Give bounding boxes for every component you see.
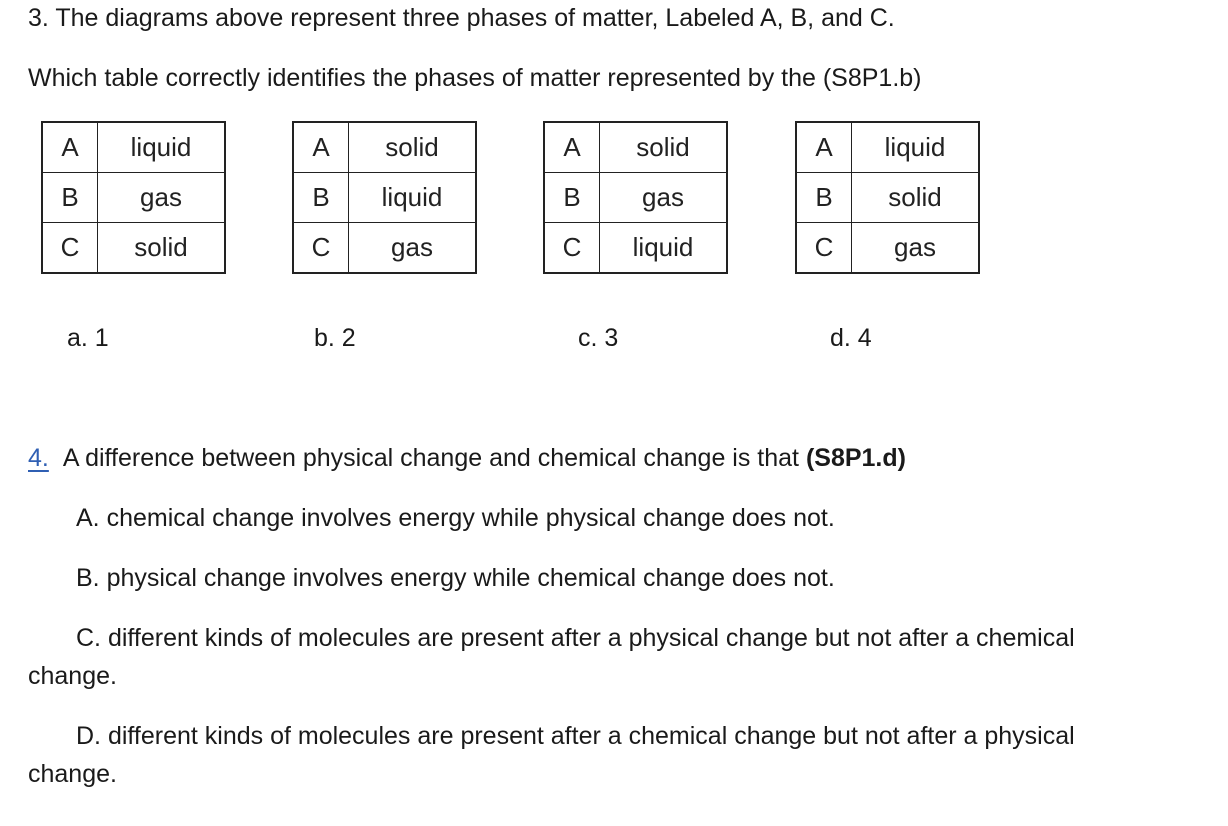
answer-b: B. physical change involves energy while chemical change does not. (76, 564, 835, 592)
table-row (796, 173, 979, 223)
phase-value: liquid (349, 173, 477, 223)
phase-value: solid (349, 122, 477, 173)
answer-a: A. chemical change involves energy while physical change does not. (76, 504, 835, 532)
table-row (42, 173, 225, 223)
option-c: c. 3 (578, 324, 619, 352)
phase-value: solid (98, 223, 226, 274)
phase-label: C (293, 223, 349, 274)
table-row (293, 122, 476, 173)
phase-table-1 (41, 121, 226, 274)
answer-c-continuation: change. (28, 662, 117, 690)
question-4-text: A difference between physical change and chemical change is that (62, 444, 806, 472)
phase-label: A (293, 122, 349, 173)
table-row (42, 122, 225, 173)
phase-label: C (544, 223, 600, 274)
table-row (796, 122, 979, 173)
option-d: d. 4 (830, 324, 872, 352)
table-row (42, 223, 225, 274)
option-b: b. 2 (314, 324, 356, 352)
answer-d: D. different kinds of molecules are present after a chemical change but not after a physical (76, 722, 1075, 750)
question-4-title (28, 443, 906, 473)
table-row (293, 223, 476, 274)
table-row (796, 223, 979, 274)
phase-label: A (796, 122, 852, 173)
standard-code: (S8P1.d) (805, 444, 906, 472)
phase-label: B (42, 173, 98, 223)
phase-label: B (293, 173, 349, 223)
phase-value: liquid (600, 223, 728, 274)
question-4-number-link[interactable]: 4. (28, 444, 49, 472)
option-a: a. 1 (67, 324, 109, 352)
table-row (544, 223, 727, 274)
phase-value: gas (852, 223, 980, 274)
phase-label: B (796, 173, 852, 223)
phase-value: liquid (98, 122, 226, 173)
phase-value: gas (98, 173, 226, 223)
phase-value: gas (349, 223, 477, 274)
phase-table-4 (795, 121, 980, 274)
table-row (544, 122, 727, 173)
phase-label: C (796, 223, 852, 274)
question-3-title: 3. The diagrams above represent three phases of matter, Labeled A, B, and C. (28, 4, 895, 32)
phase-table-3 (543, 121, 728, 274)
phase-value: solid (600, 122, 728, 173)
phase-label: C (42, 223, 98, 274)
question-3-stem: Which table correctly identifies the phases of matter represented by the (S8P1.b) (28, 64, 922, 92)
table-row (293, 173, 476, 223)
table-row (544, 173, 727, 223)
phase-label: A (42, 122, 98, 173)
phase-label: A (544, 122, 600, 173)
answer-c: C. different kinds of molecules are present after a physical change but not after a chemical (76, 624, 1075, 652)
phase-table-2 (292, 121, 477, 274)
phase-value: liquid (852, 122, 980, 173)
answer-d-continuation: change. (28, 760, 117, 788)
phase-value: solid (852, 173, 980, 223)
phase-value: gas (600, 173, 728, 223)
phase-label: B (544, 173, 600, 223)
